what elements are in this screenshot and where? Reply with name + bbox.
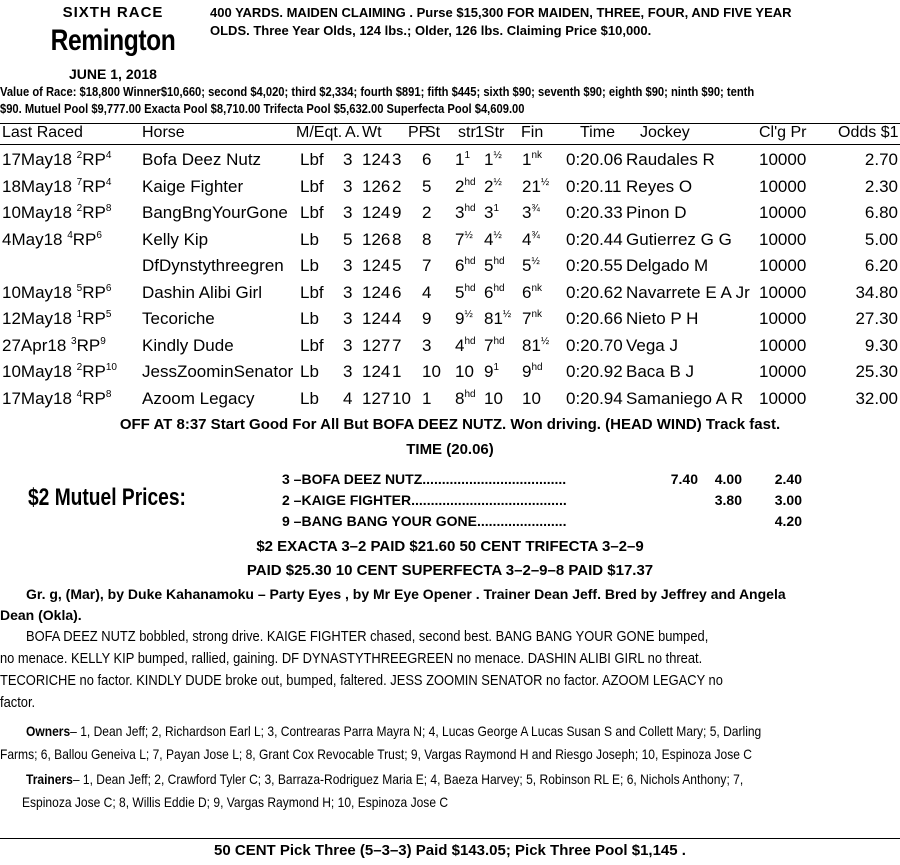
trainers-line-2: Espinoza Jose C; 8, Willis Eddie D; 9, Vargas Raymond H; 10, Espinoza Jose C bbox=[22, 794, 449, 810]
time-line: TIME (20.06) bbox=[406, 441, 494, 458]
claiming-price: 10000 bbox=[759, 335, 807, 355]
medication-equipment: Lbf bbox=[300, 282, 324, 302]
final-time: 0:20.62 bbox=[566, 282, 623, 302]
jockey: Navarrete E A Jr bbox=[626, 282, 750, 302]
first-call: $7^{hd}$ bbox=[484, 335, 505, 355]
final-time: 0:20.11 bbox=[566, 176, 622, 196]
horse-name: DfDynstythreegren bbox=[142, 256, 284, 275]
value-line-1: Value of Race: $18,800 Winner$10,660; second $4,020; third $2,334; fourth $891; fifth $445; sixth $90; seventh $90; eighth $90; ninth $90; tenth bbox=[0, 84, 755, 99]
claiming-price: 10000 bbox=[759, 229, 807, 249]
owners bbox=[0, 721, 900, 742]
last-raced: 4May18 $^4RP^6$ bbox=[2, 229, 102, 249]
age: 3 bbox=[343, 256, 353, 275]
post-position: 10 bbox=[392, 388, 411, 408]
breeding-info bbox=[0, 584, 900, 605]
claiming-price: 10000 bbox=[759, 176, 807, 196]
horse-name: Azoom Legacy bbox=[142, 388, 255, 408]
mutuel-row: 2 –KAIGE FIGHTER........................................ bbox=[282, 492, 567, 508]
start-position: 10 bbox=[422, 362, 441, 381]
finish-position: $81^{\frac{1}{2}}$ bbox=[522, 335, 550, 355]
trainers-label: Trainers bbox=[26, 771, 73, 787]
weight: 124 bbox=[362, 309, 391, 328]
start-position: 2 bbox=[422, 203, 432, 222]
column-header: A. bbox=[345, 124, 361, 141]
column-header: M/Eqt. bbox=[296, 124, 343, 141]
last-raced: 27Apr18 $^3RP^9$ bbox=[2, 335, 106, 355]
race-date: JUNE 1, 2018 bbox=[69, 66, 157, 82]
jockey: Reyes O bbox=[626, 176, 693, 196]
medication-equipment: Lb bbox=[300, 229, 319, 249]
finish-position: $5^{\frac{1}{2}}$ bbox=[522, 256, 540, 275]
weight: 127 bbox=[362, 335, 391, 355]
last-raced: 10May18 $^2RP^8$ bbox=[2, 203, 112, 222]
first-call: $81^{\frac{1}{2}}$ bbox=[484, 309, 512, 328]
horse-name: JessZoominSenator bbox=[142, 362, 294, 381]
jockey: Delgado M bbox=[626, 256, 709, 275]
last-raced: 12May18 $^1RP^5$ bbox=[2, 309, 112, 328]
bottom-rule bbox=[0, 838, 900, 839]
final-time: 0:20.55 bbox=[566, 256, 623, 275]
horse-name: Bofa Deez Nutz bbox=[142, 150, 262, 169]
claiming-price: 10000 bbox=[759, 309, 807, 328]
last-raced: 10May18 $^5RP^6$ bbox=[2, 282, 112, 302]
age: 5 bbox=[343, 229, 353, 249]
odds: 25.30 bbox=[855, 362, 898, 381]
medication-equipment: Lbf bbox=[300, 203, 324, 222]
claiming-price: 10000 bbox=[759, 282, 807, 302]
post-position: 2 bbox=[392, 176, 402, 196]
column-header: Wt bbox=[362, 124, 382, 141]
header-bottom-rule bbox=[0, 144, 900, 145]
final-time: 0:20.92 bbox=[566, 362, 623, 381]
last-raced: 10May18 $^2$RP$^{10}$ bbox=[2, 362, 117, 381]
comment-line: factor. bbox=[0, 694, 36, 711]
race-conditions: 400 YARDS. MAIDEN CLAIMING . Purse $15,300 FOR MAIDEN, THREE, FOUR, AND FIVE YEAR OLDS. Three Year Olds, 124 lbs.; Older, 126 lbs. Claiming Price $10,000. bbox=[210, 5, 792, 38]
finish-position: $7^{nk}$ bbox=[522, 309, 543, 328]
medication-equipment: Lb bbox=[300, 309, 319, 328]
mutuel-show: 4.20 bbox=[774, 513, 802, 529]
start-position: 8 bbox=[422, 229, 432, 249]
trainers-cont bbox=[0, 792, 900, 813]
column-header: PP bbox=[408, 124, 430, 141]
last-raced: 18May18 $^7RP^4$ bbox=[2, 176, 112, 196]
horse-name: Tecoriche bbox=[142, 309, 215, 328]
claiming-price: 10000 bbox=[759, 203, 807, 222]
finish-position: $9^{hd}$ bbox=[522, 362, 543, 381]
horse-name: Kelly Kip bbox=[142, 229, 209, 249]
column-header: Fin bbox=[521, 124, 544, 141]
stretch-call: $6^{hd}$ bbox=[455, 256, 476, 275]
comment-line: BOFA DEEZ NUTZ bobbled, strong drive. KAIGE FIGHTER chased, second best. BANG BANG YOUR GONE bumped, bbox=[26, 628, 709, 645]
owners-cont bbox=[0, 744, 900, 765]
start-position: 1 bbox=[422, 388, 432, 408]
final-time: 0:20.44 bbox=[566, 229, 623, 249]
claiming-price: 10000 bbox=[759, 150, 807, 169]
claiming-price: 10000 bbox=[759, 388, 807, 408]
post-position: 5 bbox=[392, 256, 402, 275]
age: 3 bbox=[343, 362, 353, 381]
weight: 126 bbox=[362, 229, 391, 249]
owners-label: Owners bbox=[26, 723, 71, 739]
exotics-line-1: $2 EXACTA 3–2 PAID $21.60 50 CENT TRIFECTA 3–2–9 bbox=[256, 538, 644, 555]
weight: 124 bbox=[362, 203, 391, 222]
comment-line: TECORICHE no factor. KINDLY DUDE broke out, bumped, faltered. JESS ZOOMIN SENATOR no factor. AZOOM LEGACY no bbox=[0, 672, 723, 689]
finish-position: $1^{nk}$ bbox=[522, 150, 543, 169]
mutuel-place: 4.00 bbox=[714, 471, 742, 487]
post-position: 7 bbox=[392, 335, 402, 355]
column-header: St bbox=[425, 124, 441, 141]
post-position: 1 bbox=[392, 362, 402, 381]
final-time: 0:20.66 bbox=[566, 309, 623, 328]
exotics-line-2: PAID $25.30 10 CENT SUPERFECTA 3–2–9–8 PAID $17.37 bbox=[246, 562, 654, 579]
age: 3 bbox=[343, 150, 353, 169]
pick-three: 50 CENT Pick Three (5–3–3) Paid $143.05; Pick Three Pool $1,145 . bbox=[214, 842, 686, 859]
jockey: Vega J bbox=[626, 335, 678, 355]
post-position: 4 bbox=[392, 309, 402, 328]
age: 3 bbox=[343, 309, 353, 328]
weight: 126 bbox=[362, 176, 391, 196]
last-raced: 17May18 $^2RP^4$ bbox=[2, 150, 112, 169]
age: 4 bbox=[343, 388, 353, 408]
first-call: $4^{\frac{1}{2}}$ bbox=[484, 229, 502, 249]
odds: 27.30 bbox=[855, 309, 898, 328]
stretch-call: $9^{\frac{1}{2}}$ bbox=[455, 309, 473, 328]
horse-name: BangBngYourGone bbox=[142, 203, 288, 222]
age: 3 bbox=[343, 176, 353, 196]
race-number: SIXTH RACE bbox=[62, 4, 164, 21]
mutuel-row: 3 –BOFA DEEZ NUTZ..................................... bbox=[282, 471, 567, 487]
mutuel-show: 2.40 bbox=[774, 471, 802, 487]
finish-position: $4^{\frac{3}{4}}$ bbox=[522, 229, 540, 249]
first-call: $5^{hd}$ bbox=[484, 256, 505, 275]
owners-line-1: – 1, Dean Jeff; 2, Richardson Earl L; 3, Contrearas Parra Mayra N; 4, Lucas George A Lucas Susan S and Collett Mary; 5, Darling bbox=[70, 723, 762, 739]
final-time: 0:20.33 bbox=[566, 203, 623, 222]
medication-equipment: Lb bbox=[300, 256, 319, 275]
start-position: 3 bbox=[422, 335, 432, 355]
start-position: 7 bbox=[422, 256, 432, 275]
weight: 124 bbox=[362, 150, 391, 169]
finish-position: $3^{\frac{3}{4}}$ bbox=[522, 203, 540, 222]
first-call: $9^1$ bbox=[484, 362, 500, 381]
column-header: Horse bbox=[142, 124, 185, 141]
mutuel-row: 9 –BANG BANG YOUR GONE....................... bbox=[282, 513, 567, 529]
weight: 124 bbox=[362, 256, 391, 275]
medication-equipment: Lb bbox=[300, 362, 319, 381]
owners-line-2: Farms; 6, Ballou Geneiva L; 7, Payan Jose L; 8, Grant Cox Revocable Trust; 9, Vargas Raymond H and Riesgo Joseph; 10, Espinoza Jose C bbox=[0, 746, 753, 762]
column-header: Last Raced bbox=[2, 124, 83, 141]
odds: 6.80 bbox=[864, 203, 898, 222]
mutuel-win: 7.40 bbox=[670, 471, 698, 487]
column-header: Cl'g Pr bbox=[759, 124, 807, 141]
stretch-call: $8^{hd}$ bbox=[455, 388, 476, 408]
off-line: OFF AT 8:37 Start Good For All But BOFA DEEZ NUTZ. Won driving. (HEAD WIND) Track fast. bbox=[119, 416, 781, 433]
finish-position: $6^{nk}$ bbox=[522, 282, 543, 302]
horse-name: Dashin Alibi Girl bbox=[142, 282, 262, 302]
mutuel-place: 3.80 bbox=[714, 492, 742, 508]
horse-name: Kaige Fighter bbox=[142, 176, 244, 196]
claiming-price: 10000 bbox=[759, 256, 807, 275]
jockey: Raudales R bbox=[626, 150, 715, 169]
start-position: 6 bbox=[422, 150, 432, 169]
odds: 9.30 bbox=[864, 335, 898, 355]
column-header: Odds $1 bbox=[838, 124, 899, 141]
stretch-call: $2^{hd}$ bbox=[455, 176, 476, 196]
final-time: 0:20.94 bbox=[566, 388, 623, 408]
first-call: $1^{\frac{1}{2}}$ bbox=[484, 150, 502, 169]
jockey: Samaniego A R bbox=[626, 388, 744, 408]
jockey: Baca B J bbox=[626, 362, 695, 381]
trainers-line-1: – 1, Dean Jeff; 2, Crawford Tyler C; 3, Barraza-Rodriguez Maria E; 4, Baeza Harvey; 5, Robinson RL E; 6, Nichols Anthony; 7, bbox=[72, 771, 744, 787]
start-position: 4 bbox=[422, 282, 432, 302]
first-call: $6^{hd}$ bbox=[484, 282, 505, 302]
column-header: Time bbox=[580, 124, 615, 141]
finish-position: $21^{\frac{1}{2}}$ bbox=[522, 176, 550, 196]
odds: 2.70 bbox=[864, 150, 898, 169]
stretch-call: $5^{hd}$ bbox=[455, 282, 476, 302]
post-position: 6 bbox=[392, 282, 402, 302]
jockey: Pinon D bbox=[626, 203, 687, 222]
age: 3 bbox=[343, 282, 353, 302]
column-header: str bbox=[458, 124, 476, 141]
odds: 2.30 bbox=[864, 176, 898, 196]
start-position: 5 bbox=[422, 176, 432, 196]
start-position: 9 bbox=[422, 309, 432, 328]
medication-equipment: Lb bbox=[300, 388, 319, 408]
stretch-call: $7^{\frac{1}{2}}$ bbox=[455, 229, 473, 249]
horse-name: Kindly Dude bbox=[142, 335, 234, 355]
value-line-2: $90. Mutuel Pool $9,777.00 Exacta Pool $8,710.00 Trifecta Pool $5,632.00 Superfecta Pool $4,609.00 bbox=[0, 101, 525, 116]
claiming-price: 10000 bbox=[759, 362, 807, 381]
column-header: Jockey bbox=[640, 124, 690, 141]
post-position: 9 bbox=[392, 203, 402, 222]
finish-position: 10 bbox=[522, 388, 541, 408]
jockey: Gutierrez G G bbox=[626, 229, 732, 249]
odds: 32.00 bbox=[855, 388, 898, 408]
stretch-call: $3^{hd}$ bbox=[455, 203, 476, 222]
first-call: $2^{\frac{1}{2}}$ bbox=[484, 176, 502, 196]
weight: 124 bbox=[362, 282, 391, 302]
weight: 124 bbox=[362, 362, 391, 381]
medication-equipment: Lbf bbox=[300, 335, 324, 355]
first-call: $3^1$ bbox=[484, 203, 500, 222]
stretch-call: $4^{hd}$ bbox=[455, 335, 476, 355]
breeding-line-2: Dean (Okla). bbox=[0, 607, 82, 623]
medication-equipment: Lbf bbox=[300, 176, 324, 196]
stretch-call: 10 bbox=[455, 362, 474, 381]
trainers bbox=[0, 769, 900, 790]
track-name: Remington bbox=[50, 24, 176, 57]
weight: 127 bbox=[362, 388, 391, 408]
age: 3 bbox=[343, 335, 353, 355]
stretch-call: $1^1$ bbox=[455, 150, 471, 169]
odds: 5.00 bbox=[864, 229, 898, 249]
breeding-line-1: Gr. g, (Mar), by Duke Kahanamoku – Party Eyes , by Mr Eye Opener . Trainer Dean Jeff. Bred by Jeffrey and Angela bbox=[26, 586, 786, 602]
age: 3 bbox=[343, 203, 353, 222]
first-call: 10 bbox=[484, 388, 503, 408]
odds: 6.20 bbox=[864, 256, 898, 275]
last-raced: 17May18 $^4RP^8$ bbox=[2, 388, 112, 408]
final-time: 0:20.06 bbox=[566, 150, 623, 169]
medication-equipment: Lbf bbox=[300, 150, 324, 169]
comment-line: no menace. KELLY KIP bumped, rallied, gaining. DF DYNASTYTHREEGREEN no menace. DASHIN ALIBI GIRL no threat. bbox=[0, 650, 703, 667]
post-position: 3 bbox=[392, 150, 402, 169]
column-header: 1Str bbox=[475, 124, 505, 141]
value-of-race bbox=[0, 83, 900, 117]
post-position: 8 bbox=[392, 229, 402, 249]
final-time: 0:20.70 bbox=[566, 335, 623, 355]
mutuel-show: 3.00 bbox=[774, 492, 802, 508]
mutuel-prices-label: $2 Mutuel Prices: bbox=[28, 484, 186, 511]
jockey: Nieto P H bbox=[626, 309, 699, 328]
odds: 34.80 bbox=[855, 282, 898, 302]
